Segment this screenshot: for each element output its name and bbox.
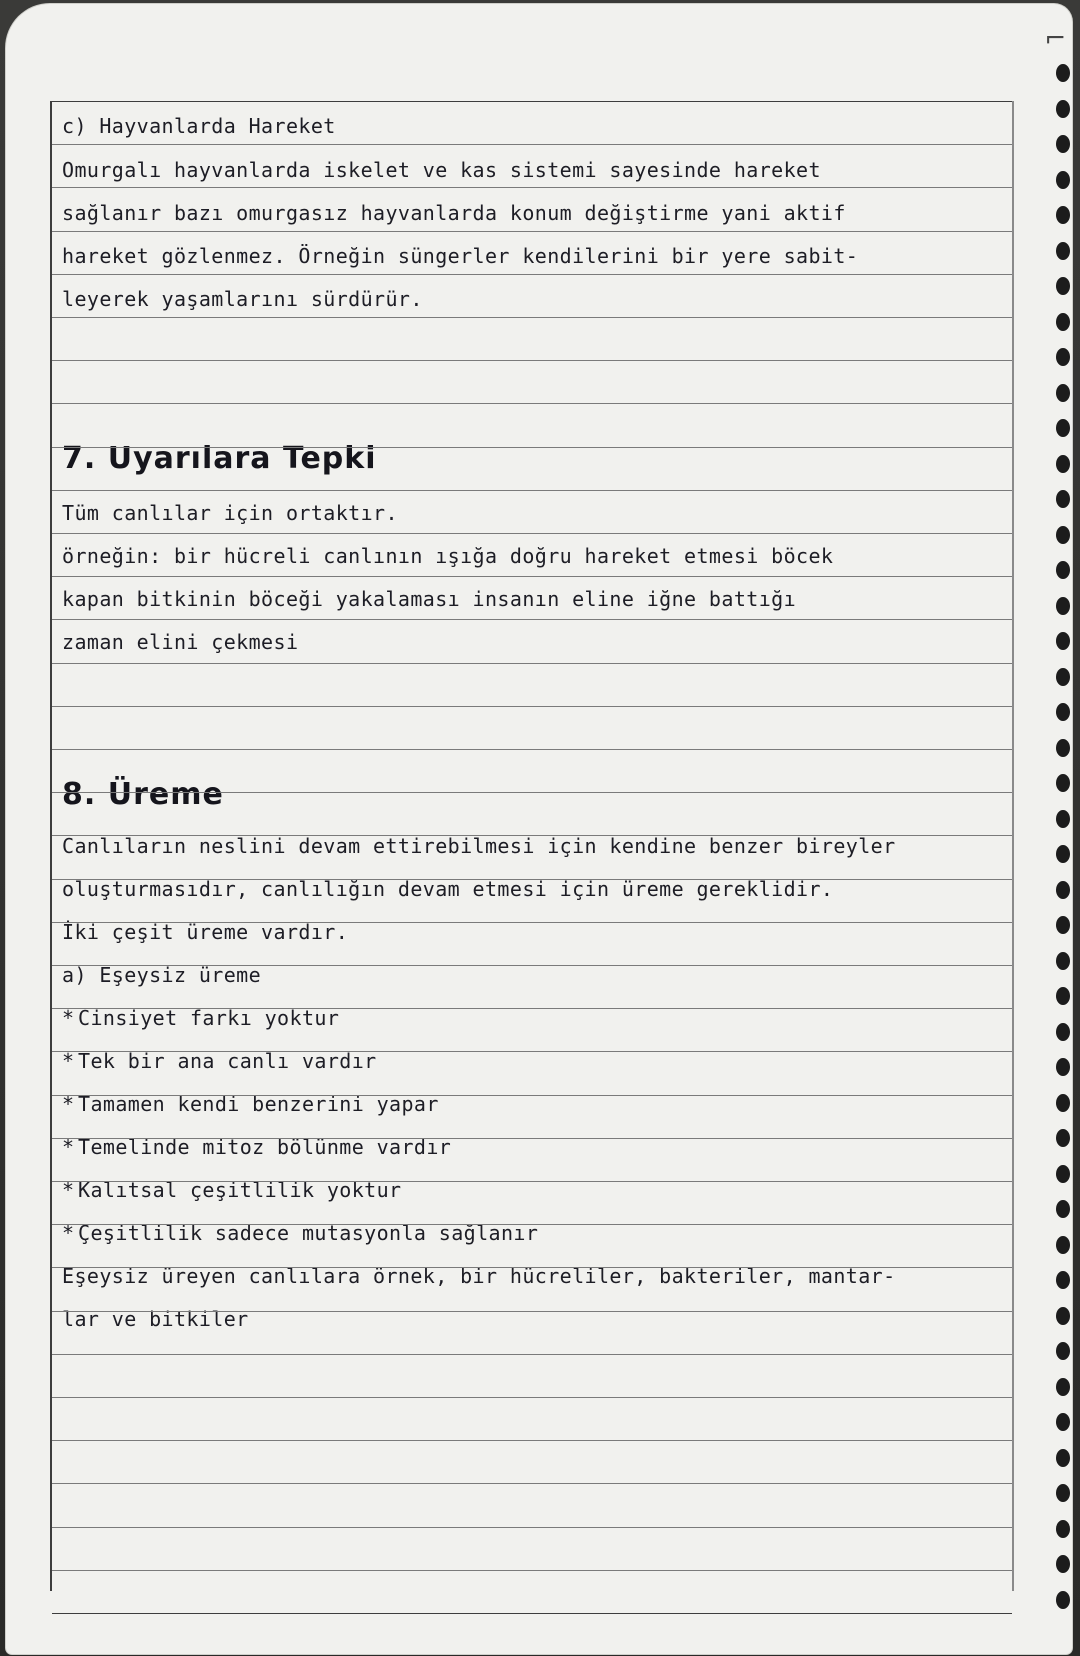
ruled-line — [52, 490, 1012, 491]
binding-hole — [1056, 490, 1070, 508]
bullet-text: Tamamen kendi benzerini yapar — [78, 1092, 439, 1116]
bullet-mark: * — [62, 1049, 75, 1073]
section-7-line: örneğin: bir hücreli canlının ışığa doğru hareket etmesi böcek — [62, 544, 834, 568]
ruled-line — [52, 835, 1012, 836]
section-8-heading: 8. Üreme — [62, 777, 224, 812]
ruled-line — [52, 706, 1012, 707]
binding-hole — [1056, 277, 1070, 295]
binding-hole — [1056, 703, 1070, 721]
ruled-line — [52, 317, 1012, 318]
binding-hole — [1056, 1378, 1070, 1396]
ruled-line — [52, 1483, 1012, 1484]
section-c-line: hareket gözlenmez. Örneğin süngerler kendilerini bir yere sabit- — [62, 244, 859, 268]
ruled-line — [52, 1311, 1012, 1312]
binding-hole — [1056, 1449, 1070, 1467]
ruled-frame — [50, 101, 1014, 1591]
ruled-line — [52, 663, 1012, 664]
binding-hole — [1056, 1094, 1070, 1112]
binding-hole — [1056, 419, 1070, 437]
binding-hole — [1056, 64, 1070, 82]
binding-hole — [1056, 1165, 1070, 1183]
bullet-text: Cinsiyet farkı yoktur — [78, 1006, 340, 1030]
bullet-mark: * — [62, 1135, 75, 1159]
ruled-line — [52, 619, 1012, 620]
binding-hole — [1056, 845, 1070, 863]
ruled-line — [52, 1267, 1012, 1268]
bullet-mark: * — [62, 1092, 75, 1116]
binding-hole — [1056, 1023, 1070, 1041]
ruled-line — [52, 1354, 1012, 1355]
ruled-line — [52, 1397, 1012, 1398]
binding-hole — [1056, 526, 1070, 544]
binding-hole — [1056, 455, 1070, 473]
binding-hole — [1056, 1520, 1070, 1538]
section-8-line: oluşturmasıdır, canlılığın devam etmesi için üreme gereklidir. — [62, 877, 834, 901]
bullet-text: Temelinde mitoz bölünme vardır — [78, 1135, 452, 1159]
section-8-line: Canlıların neslini devam ettirebilmesi için kendine benzer bireyler — [62, 834, 896, 858]
ruled-line — [52, 1181, 1012, 1182]
binding-hole — [1056, 1342, 1070, 1360]
corner-mark: ⌐ — [1044, 24, 1066, 54]
ruled-line — [52, 749, 1012, 750]
notebook-page — [6, 4, 1072, 1654]
binding-hole — [1056, 1591, 1070, 1609]
section-8-subtitle: a) Eşeysiz üreme — [62, 963, 262, 987]
binding-hole — [1056, 952, 1070, 970]
ruled-line — [52, 1613, 1012, 1614]
binding-hole — [1056, 1236, 1070, 1254]
ruled-line — [52, 1051, 1012, 1052]
binding-hole — [1056, 1058, 1070, 1076]
binding-hole — [1056, 916, 1070, 934]
binding-hole — [1056, 384, 1070, 402]
binding-hole — [1056, 1200, 1070, 1218]
section-7-line: zaman elini çekmesi — [62, 630, 299, 654]
section-8-line: İki çeşit üreme vardır. — [62, 920, 349, 944]
binding-hole — [1056, 348, 1070, 366]
section-c-line: sağlanır bazı omurgasız hayvanlarda konum değiştirme yani aktif — [62, 201, 846, 225]
bullet-text: Tek bir ana canlı vardır — [78, 1049, 377, 1073]
ruled-line — [52, 533, 1012, 534]
ruled-line — [52, 360, 1012, 361]
binding-hole — [1056, 597, 1070, 615]
binding-hole — [1056, 668, 1070, 686]
ruled-line — [52, 965, 1012, 966]
ruled-line — [52, 1095, 1012, 1096]
bullet-mark: * — [62, 1006, 75, 1030]
binding-hole — [1056, 1271, 1070, 1289]
ruled-line — [52, 403, 1012, 404]
binding-hole — [1056, 1555, 1070, 1573]
bullet-text: Kalıtsal çeşitlilik yoktur — [78, 1178, 402, 1202]
ruled-line — [52, 792, 1012, 793]
section-c-line: leyerek yaşamlarını sürdürür. — [62, 287, 423, 311]
binding-hole — [1056, 881, 1070, 899]
ruled-line — [52, 1008, 1012, 1009]
ruled-line — [52, 576, 1012, 577]
ruled-line — [52, 231, 1012, 232]
binding-hole — [1056, 242, 1070, 260]
bullet-item — [62, 1006, 1006, 1030]
example-line: lar ve bitkiler — [62, 1307, 249, 1331]
binding-hole — [1056, 987, 1070, 1005]
ruled-line — [52, 187, 1012, 188]
example-line: Eşeysiz üreyen canlılara örnek, bir hücreliler, bakteriler, mantar- — [62, 1264, 896, 1288]
binding-hole — [1056, 135, 1070, 153]
ruled-line — [52, 879, 1012, 880]
binding-hole — [1056, 774, 1070, 792]
binding-hole — [1056, 561, 1070, 579]
ruled-line — [52, 1570, 1012, 1571]
spiral-holes — [1046, 64, 1072, 1644]
binding-hole — [1056, 1307, 1070, 1325]
ruled-line — [52, 447, 1012, 448]
ruled-line — [52, 101, 1012, 102]
binding-hole — [1056, 1484, 1070, 1502]
binding-hole — [1056, 1129, 1070, 1147]
ruled-line — [52, 1138, 1012, 1139]
ruled-line — [52, 1440, 1012, 1441]
binding-hole — [1056, 1413, 1070, 1431]
bullet-mark: * — [62, 1221, 75, 1245]
section-7-line: Tüm canlılar için ortaktır. — [62, 501, 398, 525]
section-c-title: c) Hayvanlarda Hareket — [62, 114, 336, 138]
bullet-item — [62, 1092, 1006, 1116]
section-c-line: Omurgalı hayvanlarda iskelet ve kas sistemi sayesinde hareket — [62, 158, 821, 182]
binding-hole — [1056, 632, 1070, 650]
binding-hole — [1056, 810, 1070, 828]
binding-hole — [1056, 739, 1070, 757]
ruled-line — [52, 1224, 1012, 1225]
section-7-line: kapan bitkinin böceği yakalaması insanın eline iğne battığı — [62, 587, 797, 611]
binding-hole — [1056, 171, 1070, 189]
bullet-text: Çeşitlilik sadece mutasyonla sağlanır — [78, 1221, 539, 1245]
ruled-line — [52, 274, 1012, 275]
binding-hole — [1056, 206, 1070, 224]
binding-hole — [1056, 313, 1070, 331]
ruled-line — [52, 922, 1012, 923]
ruled-line — [52, 1527, 1012, 1528]
bullet-mark: * — [62, 1178, 75, 1202]
bullet-item — [62, 1049, 1006, 1073]
ruled-line — [52, 144, 1012, 145]
section-7-heading: 7. Uyarılara Tepki — [62, 441, 377, 476]
binding-hole — [1056, 100, 1070, 118]
